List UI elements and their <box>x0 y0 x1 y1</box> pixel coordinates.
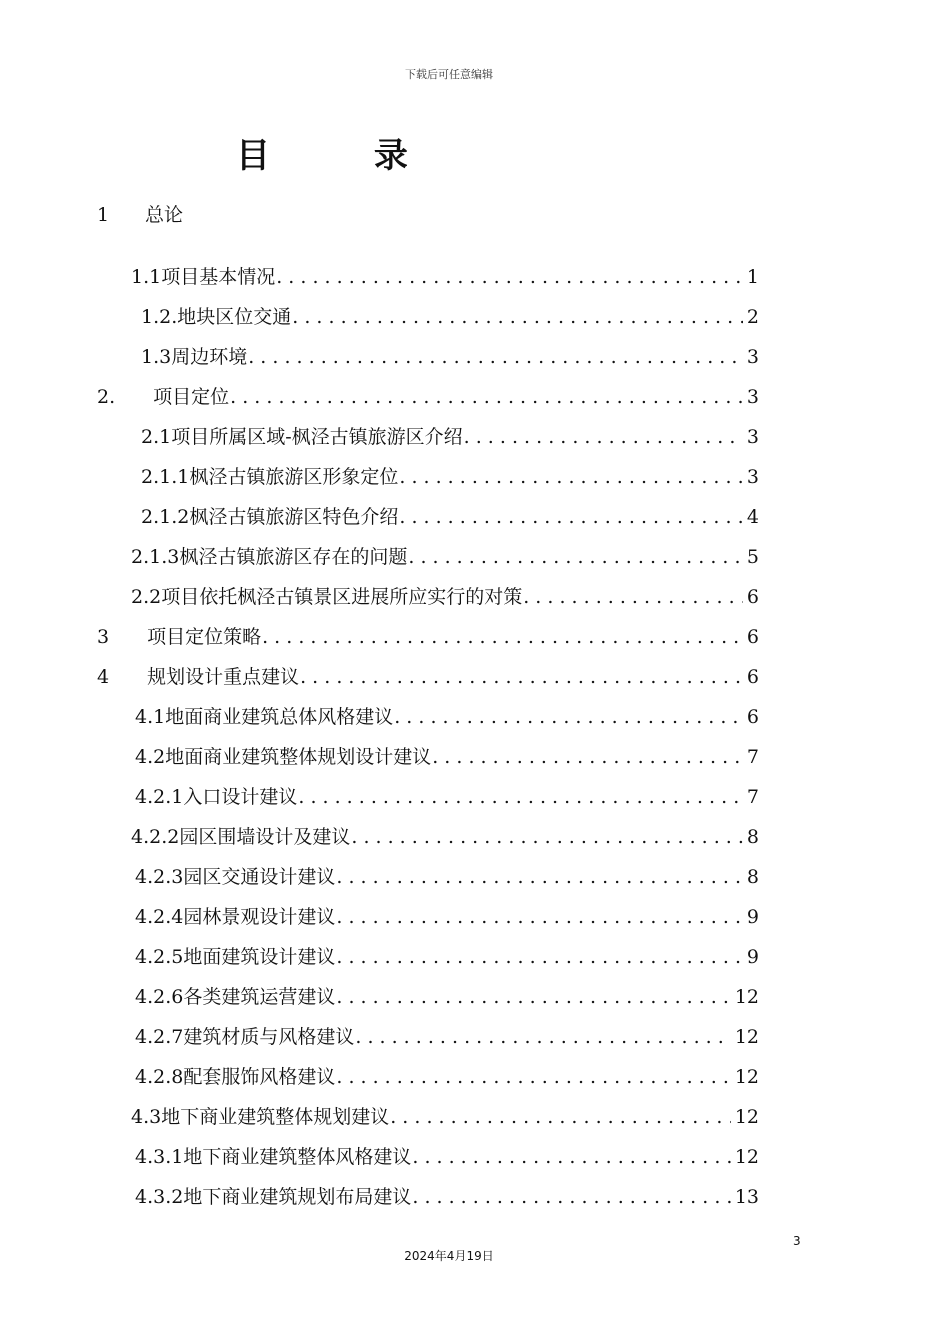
toc-entry-label: 2.1项目所属区域-枫泾古镇旅游区介绍 <box>141 426 463 448</box>
toc-entry[interactable] <box>141 500 759 534</box>
toc-entry[interactable] <box>131 540 759 574</box>
toc-entry-label: 2.1.1枫泾古镇旅游区形象定位 <box>141 466 399 488</box>
toc-entry-label: 4.2.8配套服饰风格建议 <box>135 1066 336 1088</box>
toc-entry-page: 9 <box>746 906 759 928</box>
toc-entry-label: 4.2地面商业建筑整体规划设计建议 <box>135 746 432 768</box>
toc-leader <box>398 460 743 494</box>
page-title: 目 录 <box>236 136 454 176</box>
toc-leader <box>297 780 743 814</box>
toc-entry-page: 12 <box>734 986 759 1008</box>
toc-entry-page: 3 <box>746 426 759 448</box>
page-header: 下载后可任意编辑 <box>405 68 493 81</box>
toc-entry-page: 3 <box>746 346 759 368</box>
toc-entry[interactable] <box>131 260 759 294</box>
toc-entry[interactable] <box>135 1140 759 1174</box>
toc-leader <box>393 700 743 734</box>
toc-leader <box>247 340 743 374</box>
toc-entry-page: 12 <box>734 1026 759 1048</box>
toc-entry[interactable] <box>135 1020 759 1054</box>
toc-entry-label: 2. 项目定位 <box>97 386 230 408</box>
toc-entry-label: 4.2.4园林景观设计建议 <box>135 906 336 928</box>
toc-entry-label: 4.2.6各类建筑运营建议 <box>135 986 336 1008</box>
toc-entry-label: 4.2.1入口设计建议 <box>135 786 298 808</box>
toc-leader <box>411 1140 730 1174</box>
toc-entry[interactable] <box>131 820 759 854</box>
toc-entry-page: 7 <box>746 786 759 808</box>
toc-entry[interactable] <box>131 580 759 614</box>
toc-leader <box>291 300 743 334</box>
toc-entry[interactable] <box>135 740 759 774</box>
toc-entry[interactable] <box>131 1100 759 1134</box>
toc-entry[interactable] <box>135 980 759 1014</box>
toc-leader <box>261 620 743 654</box>
toc-leader <box>463 420 743 454</box>
toc-leader <box>350 820 743 854</box>
toc-leader <box>398 500 743 534</box>
toc-section-1 <box>97 200 183 227</box>
page-number: 3 <box>793 1234 801 1248</box>
toc-entry-page: 1 <box>746 266 759 288</box>
toc-entry-label: 4.2.3园区交通设计建议 <box>135 866 336 888</box>
toc-leader <box>431 740 743 774</box>
toc-entry-label: 2.1.2枫泾古镇旅游区特色介绍 <box>141 506 399 528</box>
toc-entry-page: 12 <box>734 1106 759 1128</box>
toc-entry[interactable] <box>135 860 759 894</box>
toc-leader <box>522 580 743 614</box>
toc-entry-page: 3 <box>746 386 759 408</box>
toc-entry-label: 4.2.7建筑材质与风格建议 <box>135 1026 355 1048</box>
toc-entry-label: 1.2.地块区位交通 <box>141 306 292 328</box>
toc-entry-page: 13 <box>734 1186 759 1208</box>
toc-entry[interactable] <box>141 340 759 374</box>
toc-section-number: 1 <box>97 204 110 226</box>
toc-entry-page: 6 <box>746 626 759 648</box>
toc-entry-page: 5 <box>746 546 759 568</box>
toc-entry[interactable] <box>97 660 759 694</box>
toc-leader <box>299 660 743 694</box>
toc-entry-page: 6 <box>746 666 759 688</box>
toc-entry-page: 4 <box>746 506 759 528</box>
toc-leader <box>354 1020 730 1054</box>
toc-entry-label: 4.3地下商业建筑整体规划建议 <box>131 1106 390 1128</box>
toc-leader <box>335 860 743 894</box>
toc-leader <box>407 540 743 574</box>
toc-leader <box>335 900 743 934</box>
toc-leader <box>335 940 743 974</box>
toc-leader <box>275 260 743 294</box>
toc-entry-page: 6 <box>746 706 759 728</box>
toc-entry[interactable] <box>141 460 759 494</box>
toc-entry-page: 12 <box>734 1146 759 1168</box>
toc-entry[interactable] <box>135 1180 759 1214</box>
toc-entry[interactable] <box>135 1060 759 1094</box>
toc-entry-page: 2 <box>746 306 759 328</box>
toc-entry-page: 8 <box>746 826 759 848</box>
toc-entry-label: 3 项目定位策略 <box>97 626 262 648</box>
toc-entry-label: 4.2.2园区围墙设计及建议 <box>131 826 351 848</box>
toc-section-label: 总论 <box>145 204 184 226</box>
toc-entry-page: 8 <box>746 866 759 888</box>
toc-entry-label: 4.3.1地下商业建筑整体风格建议 <box>135 1146 412 1168</box>
toc-leader <box>411 1180 730 1214</box>
toc-entry-label: 4.1地面商业建筑总体风格建议 <box>135 706 394 728</box>
toc-entry[interactable] <box>141 300 759 334</box>
toc-entry-page: 3 <box>746 466 759 488</box>
toc-leader <box>335 1060 730 1094</box>
toc-entry[interactable] <box>135 900 759 934</box>
toc-entry-label: 2.2项目依托枫泾古镇景区进展所应实行的对策 <box>131 586 523 608</box>
toc-entry-page: 6 <box>746 586 759 608</box>
toc-entry[interactable] <box>135 780 759 814</box>
toc-entry[interactable] <box>97 380 759 414</box>
toc-entry[interactable] <box>97 620 759 654</box>
toc-entry-label: 1.1项目基本情况 <box>131 266 276 288</box>
footer-date: 2024年4月19日 <box>404 1249 494 1263</box>
toc-entry-page: 12 <box>734 1066 759 1088</box>
toc-entry[interactable] <box>141 420 759 454</box>
toc-entry-page: 9 <box>746 946 759 968</box>
toc-entry-label: 2.1.3枫泾古镇旅游区存在的问题 <box>131 546 408 568</box>
toc-entry-label: 4 规划设计重点建议 <box>97 666 300 688</box>
toc-entry-label: 1.3周边环境 <box>141 346 248 368</box>
toc-leader <box>389 1100 731 1134</box>
toc-entry-label: 4.2.5地面建筑设计建议 <box>135 946 336 968</box>
toc-leader <box>335 980 730 1014</box>
toc-leader <box>229 380 743 414</box>
toc-entry-label: 4.3.2地下商业建筑规划布局建议 <box>135 1186 412 1208</box>
toc-entry[interactable] <box>135 700 759 734</box>
toc-entry[interactable] <box>135 940 759 974</box>
toc-entry-page: 7 <box>746 746 759 768</box>
